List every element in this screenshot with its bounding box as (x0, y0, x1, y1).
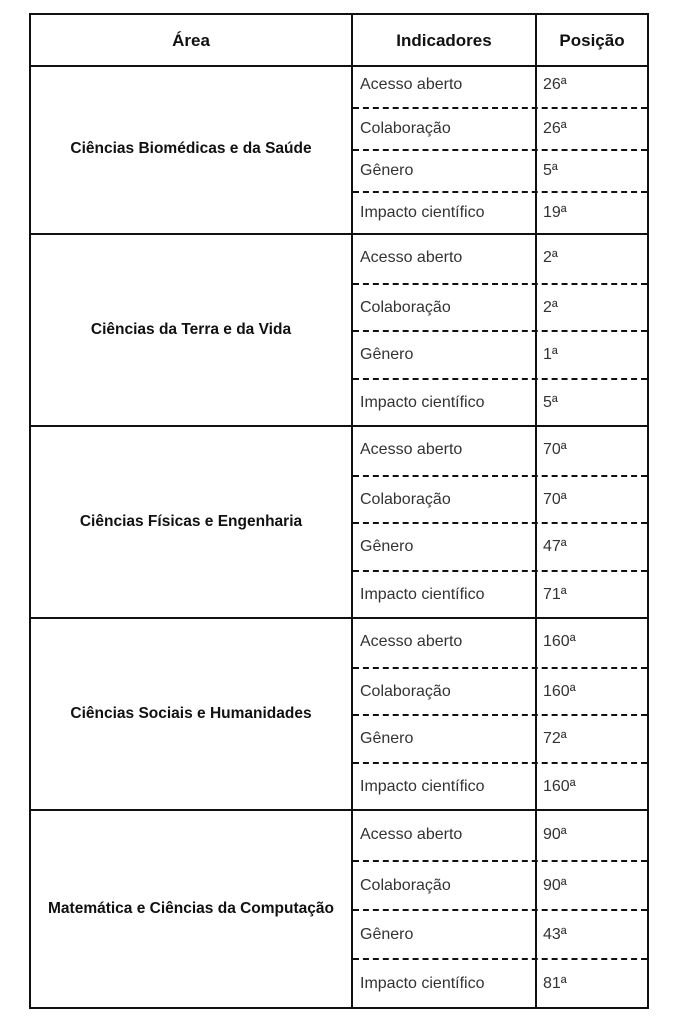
table-row (353, 475, 647, 523)
area-group (31, 809, 647, 1007)
indicator-cell: Colaboração (360, 877, 451, 894)
table-row (353, 860, 647, 909)
area-name: Ciências Sociais e Humanidades (70, 705, 312, 722)
position-cell: 47ª (543, 538, 567, 555)
area-group (31, 233, 647, 425)
table-row (353, 149, 647, 191)
indicator-cell: Colaboração (360, 298, 451, 316)
indicator-cell: Impacto científico (360, 585, 485, 603)
table-row (353, 714, 647, 762)
position-cell: 26ª (543, 120, 567, 137)
position-cell: 19ª (543, 204, 567, 221)
indicator-cell: Acesso aberto (360, 826, 463, 843)
table-row (353, 762, 647, 810)
indicator-rows (353, 811, 647, 1007)
area-group (31, 617, 647, 809)
position-cell: 43ª (543, 926, 567, 943)
position-cell: 72ª (543, 730, 567, 747)
table-row (353, 570, 647, 618)
indicator-rows (353, 65, 647, 233)
table-row (353, 107, 647, 149)
indicator-cell: Acesso aberto (360, 633, 463, 650)
table-row (353, 235, 647, 283)
position-cell: 90ª (543, 826, 567, 843)
indicator-cell: Gênero (360, 346, 414, 363)
header-area: Área (172, 31, 210, 50)
indicator-cell: Gênero (360, 538, 414, 555)
indicator-cell: Acesso aberto (360, 249, 463, 266)
indicator-cell: Colaboração (360, 682, 451, 700)
table-row (353, 65, 647, 107)
position-cell: 160ª (543, 777, 576, 795)
table-row (353, 378, 647, 426)
area-name: Ciências Biomédicas e da Saúde (70, 140, 312, 157)
position-cell: 90ª (543, 877, 567, 894)
ranking-table (29, 13, 649, 1009)
indicator-rows (353, 427, 647, 617)
header-position: Posição (559, 31, 625, 50)
area-name: Matemática e Ciências da Computação (48, 900, 334, 917)
table-row (353, 909, 647, 958)
table-row (353, 191, 647, 233)
position-cell: 70ª (543, 441, 567, 458)
position-cell: 160ª (543, 633, 576, 650)
area-group (31, 425, 647, 617)
indicator-cell: Gênero (360, 162, 414, 179)
table-row (353, 522, 647, 570)
indicator-cell: Gênero (360, 730, 414, 747)
table-header (31, 15, 647, 67)
indicator-cell: Impacto científico (360, 393, 485, 411)
area-name: Ciências da Terra e da Vida (90, 321, 292, 338)
indicator-rows (353, 619, 647, 809)
table-row (353, 619, 647, 667)
indicator-cell: Gênero (360, 926, 414, 943)
indicator-cell: Impacto científico (360, 975, 485, 992)
table-row (353, 667, 647, 715)
table-row (353, 811, 647, 860)
position-cell: 2ª (543, 249, 558, 266)
table-row (353, 330, 647, 378)
indicator-cell: Acesso aberto (360, 441, 463, 458)
table-row (353, 427, 647, 475)
position-cell: 5ª (543, 393, 558, 411)
position-cell: 2ª (543, 298, 558, 316)
position-cell: 26ª (543, 76, 567, 93)
position-cell: 81ª (543, 975, 567, 992)
position-cell: 70ª (543, 490, 567, 508)
position-cell: 5ª (543, 162, 558, 179)
position-cell: 1ª (543, 346, 558, 363)
indicator-cell: Impacto científico (360, 777, 485, 795)
indicator-cell: Acesso aberto (360, 76, 463, 93)
indicator-cell: Colaboração (360, 490, 451, 508)
position-cell: 160ª (543, 682, 576, 700)
table-row (353, 283, 647, 331)
header-indicators: Indicadores (396, 31, 492, 50)
position-cell: 71ª (543, 585, 567, 603)
indicator-cell: Colaboração (360, 120, 451, 137)
indicator-rows (353, 235, 647, 425)
area-name: Ciências Físicas e Engenharia (79, 513, 303, 530)
table-row (353, 958, 647, 1007)
area-group (31, 65, 647, 233)
indicator-cell: Impacto científico (360, 204, 485, 221)
